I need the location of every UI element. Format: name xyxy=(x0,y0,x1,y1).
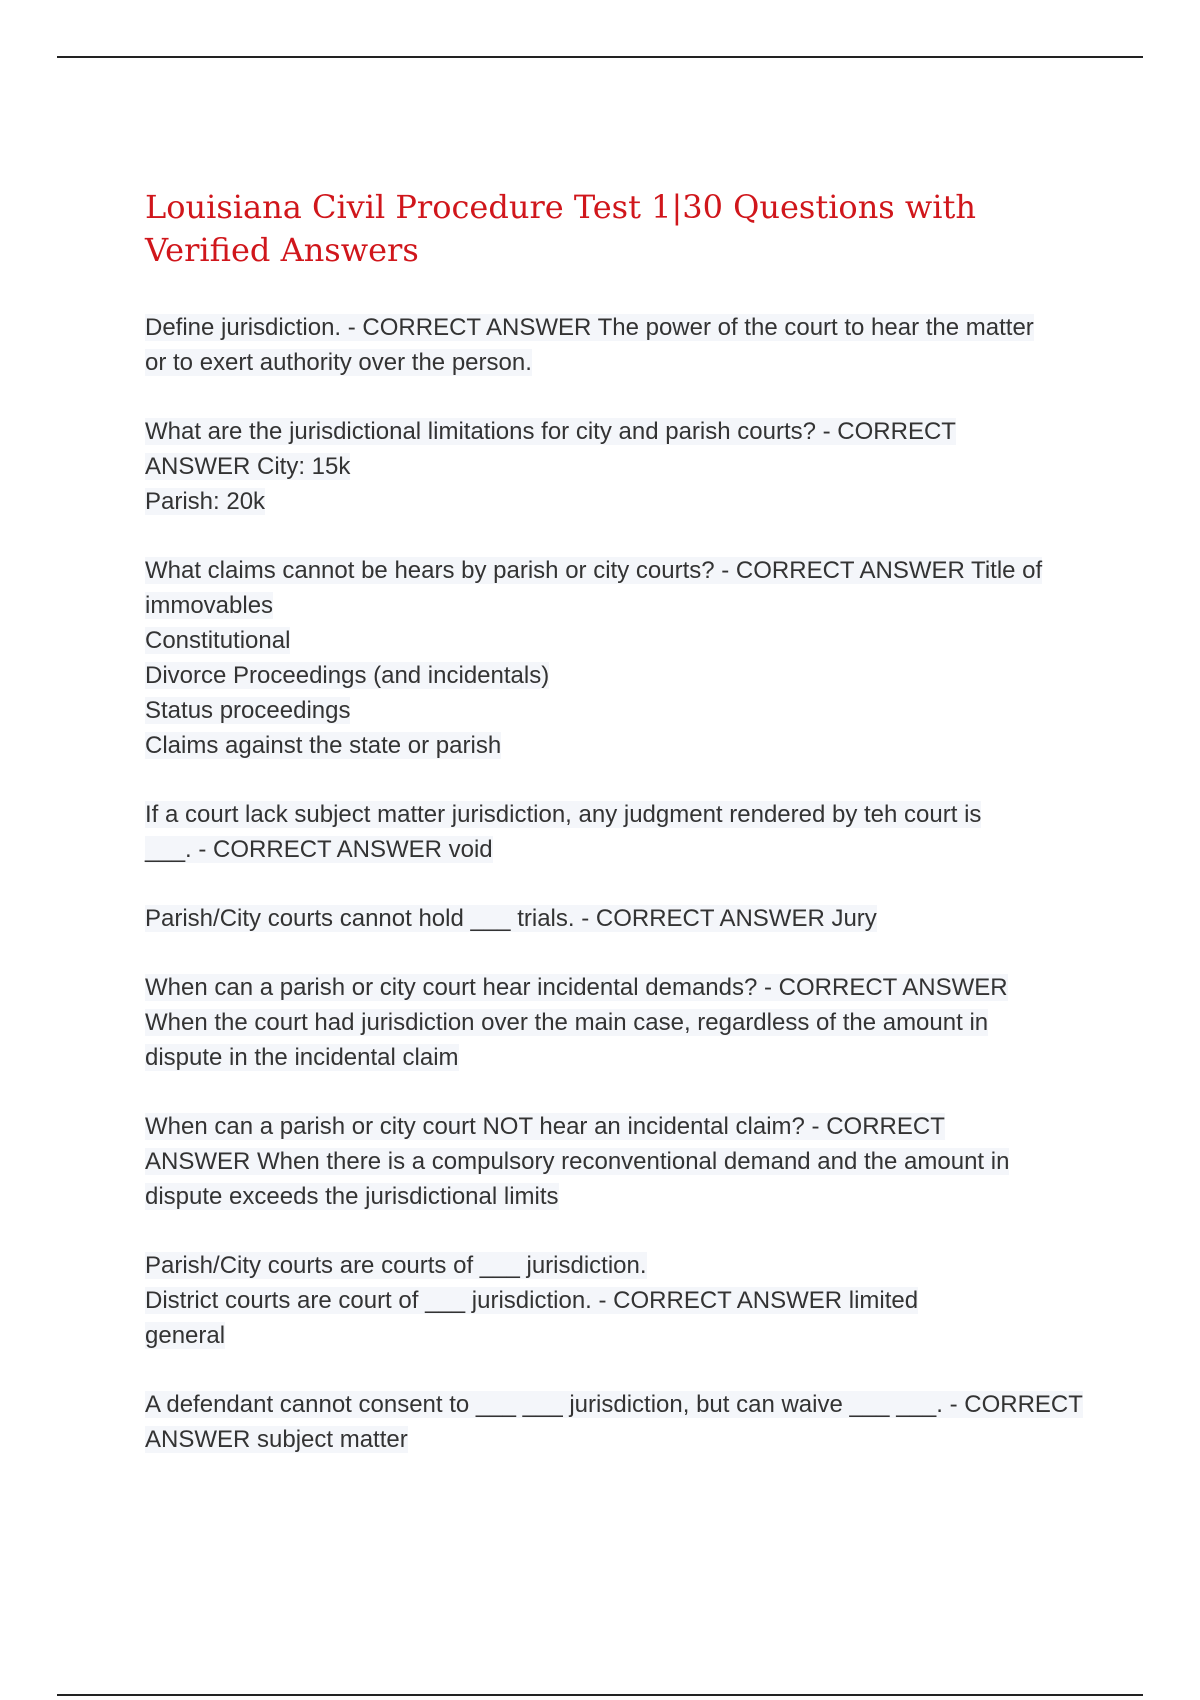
qa-entry-6 xyxy=(145,970,1095,1075)
top-rule xyxy=(57,56,1143,58)
qa-entry-5 xyxy=(145,901,1095,936)
bottom-rule xyxy=(57,1694,1143,1696)
document-title: Louisiana Civil Procedure Test 1|30 Questions with Verified Answers xyxy=(145,188,976,269)
qa-entry-1 xyxy=(145,310,1095,380)
qa-line: District courts are court of ___ jurisdiction. - CORRECT ANSWER limited xyxy=(145,1287,919,1314)
qa-line: dispute exceeds the jurisdictional limits xyxy=(145,1183,559,1210)
qa-entry-2 xyxy=(145,414,1095,519)
qa-line: ANSWER When there is a compulsory reconventional demand and the amount in xyxy=(145,1148,1010,1175)
qa-entry-7 xyxy=(145,1109,1095,1214)
qa-line: Divorce Proceedings (and incidentals) xyxy=(145,662,550,689)
qa-line: Constitutional xyxy=(145,627,291,654)
qa-line: If a court lack subject matter jurisdiction, any judgment rendered by teh court is xyxy=(145,801,982,828)
qa-entry-4 xyxy=(145,797,1095,867)
qa-line: Claims against the state or parish xyxy=(145,732,502,759)
qa-line: What are the jurisdictional limitations for city and parish courts? - CORRECT xyxy=(145,418,956,445)
qa-line: When can a parish or city court hear incidental demands? - CORRECT ANSWER xyxy=(145,974,1008,1001)
qa-line: Parish/City courts are courts of ___ jurisdiction. xyxy=(145,1252,647,1279)
qa-line: dispute in the incidental claim xyxy=(145,1044,459,1071)
qa-line: ANSWER City: 15k xyxy=(145,453,351,480)
qa-line: When the court had jurisdiction over the main case, regardless of the amount in xyxy=(145,1009,989,1036)
qa-line: or to exert authority over the person. xyxy=(145,349,532,376)
qa-line: ANSWER subject matter xyxy=(145,1426,408,1453)
qa-line: Parish/City courts cannot hold ___ trials. - CORRECT ANSWER Jury xyxy=(145,905,877,932)
document-body xyxy=(145,186,1095,1491)
qa-line: general xyxy=(145,1322,226,1349)
qa-line: A defendant cannot consent to ___ ___ jurisdiction, but can waive ___ ___. - CORRECT xyxy=(145,1391,1083,1418)
qa-entry-3 xyxy=(145,553,1095,763)
qa-line: What claims cannot be hears by parish or city courts? - CORRECT ANSWER Title of xyxy=(145,557,1043,584)
qa-line: When can a parish or city court NOT hear an incidental claim? - CORRECT xyxy=(145,1113,945,1140)
qa-line: Define jurisdiction. - CORRECT ANSWER The power of the court to hear the matter xyxy=(145,314,1034,341)
qa-line: immovables xyxy=(145,592,274,619)
qa-entry-8 xyxy=(145,1248,1095,1353)
qa-line: Parish: 20k xyxy=(145,488,266,515)
qa-entry-9 xyxy=(145,1387,1095,1457)
qa-line: Status proceedings xyxy=(145,697,351,724)
qa-line: ___. - CORRECT ANSWER void xyxy=(145,836,493,863)
